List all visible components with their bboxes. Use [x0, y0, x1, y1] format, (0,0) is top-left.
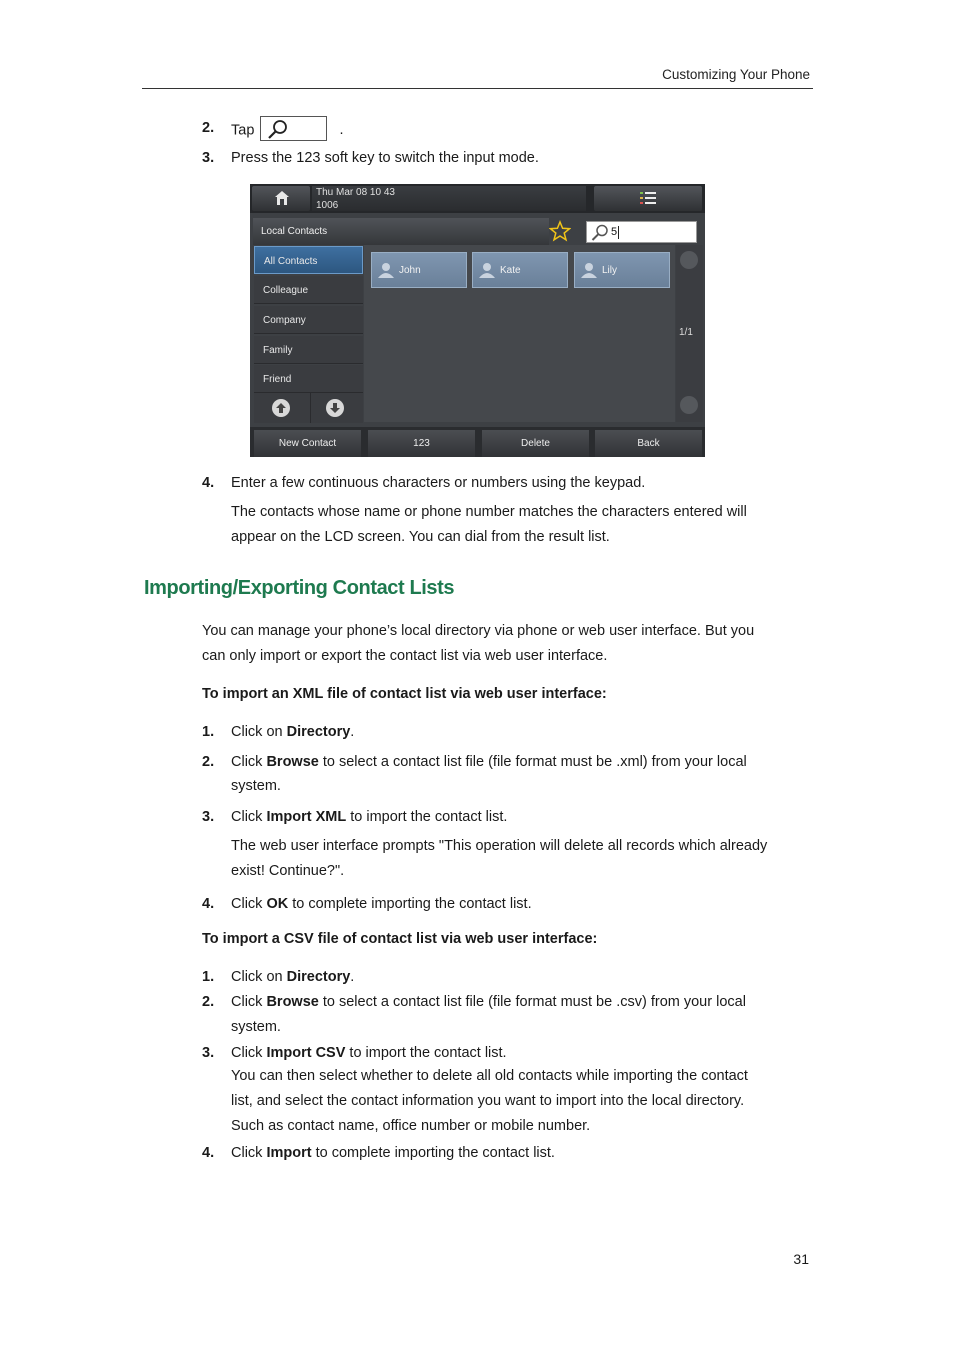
step-text-post: . — [350, 969, 355, 985]
softkey-label: New Contact — [278, 438, 337, 449]
step-note-line: exist! Continue?". — [231, 863, 345, 879]
ui-term: Browse — [266, 994, 319, 1010]
new-contact-softkey[interactable] — [254, 430, 361, 457]
page-down-button[interactable] — [680, 396, 698, 414]
favorites-button[interactable] — [549, 220, 571, 242]
step-text-pre: Tap — [231, 122, 255, 139]
step-number: 2. — [202, 994, 215, 1010]
phone-extension: 1006 — [316, 200, 339, 211]
step-text-pre: Click — [231, 1045, 267, 1061]
step-note-line: The contacts whose name or phone number matches the characters entered will — [231, 504, 747, 520]
ui-term: Import CSV — [266, 1045, 346, 1061]
step-note-line: You can then select whether to delete all old contacts while importing the contact — [231, 1068, 748, 1084]
menu-list-icon — [640, 191, 656, 206]
step-text-post: to import the contact list. — [345, 1045, 507, 1061]
back-softkey[interactable] — [595, 430, 702, 457]
up-arrow-icon — [275, 402, 287, 414]
step-text — [231, 807, 507, 827]
step-number: 1. — [202, 969, 215, 985]
home-icon — [274, 190, 290, 206]
step-note-line: The web user interface prompts "This operation will delete all records which already — [231, 838, 768, 854]
scroll-down-button[interactable] — [326, 399, 344, 417]
procedure-title-csv: To import a CSV file of contact list via web user interface: — [202, 931, 598, 947]
step-number: 4. — [202, 1145, 215, 1161]
contact-name: John — [399, 265, 421, 276]
step-number: 3. — [202, 150, 215, 166]
step-text — [231, 722, 354, 742]
input-mode-softkey[interactable] — [368, 430, 475, 457]
group-title: Local Contacts — [261, 226, 328, 237]
group-label: Colleague — [263, 285, 309, 296]
softkey-label: 123 — [413, 438, 430, 449]
search-input[interactable] — [586, 221, 697, 243]
step-text-post: . — [350, 724, 355, 740]
step-text — [231, 967, 354, 987]
intro-line: can only import or export the contact list via web user interface. — [202, 648, 608, 664]
step-text-pre: Click — [231, 896, 267, 912]
softkey-label: Back — [637, 438, 660, 449]
contact-person-icon — [479, 262, 495, 278]
step-text — [231, 992, 746, 1012]
step-text-pre: Click on — [231, 969, 287, 985]
procedure-title-xml: To import an XML file of contact list via web user interface: — [202, 686, 607, 702]
step-number: 3. — [202, 1045, 215, 1061]
group-scroll-buttons — [254, 393, 363, 423]
delete-softkey[interactable] — [482, 430, 589, 457]
search-field-illustration — [260, 116, 327, 141]
contact-person-icon — [378, 262, 394, 278]
page-indicator: 1/1 — [679, 327, 693, 338]
running-header: Customizing Your Phone — [662, 67, 810, 82]
step-number: 2. — [202, 754, 215, 770]
step-number: 3. — [202, 809, 215, 825]
step-text — [231, 752, 747, 772]
search-icon — [267, 119, 289, 139]
step-text-post: to select a contact list file (file format must be .xml) from your local — [318, 754, 747, 770]
ui-term: Import XML — [266, 809, 347, 825]
phone-date: Thu Mar 08 10 43 — [316, 187, 395, 198]
step-text — [231, 1143, 555, 1163]
step-text-post: to import the contact list. — [346, 809, 508, 825]
step-text-pre: Click — [231, 1145, 267, 1161]
page-scroller — [676, 245, 703, 422]
step-text-post: to complete importing the contact list. — [311, 1145, 555, 1161]
intro-line: You can manage your phone’s local directory via phone or web user interface. But you — [202, 623, 755, 639]
search-icon — [591, 224, 609, 242]
search-value: 5 — [611, 226, 618, 238]
contact-tile-lily[interactable] — [574, 252, 670, 288]
header-rule — [142, 88, 813, 89]
step-text — [231, 1043, 507, 1063]
group-item-family[interactable] — [254, 336, 363, 364]
step-text-pre: Click on — [231, 724, 287, 740]
step-text-pre: Click — [231, 994, 267, 1010]
step-continuation: system. — [231, 1019, 281, 1035]
step-number: 2. — [202, 120, 215, 136]
group-item-all-contacts[interactable] — [254, 246, 363, 274]
step-text — [231, 118, 343, 143]
step-number: 4. — [202, 896, 215, 912]
step-note-line: Such as contact name, office number or mobile number. — [231, 1118, 591, 1134]
step-text: Enter a few continuous characters or numbers using the keypad. — [231, 475, 646, 491]
step-text-pre: Click — [231, 809, 267, 825]
step-number: 4. — [202, 475, 215, 491]
group-label: All Contacts — [264, 256, 318, 267]
group-title-bar — [253, 218, 549, 245]
down-arrow-icon — [329, 402, 341, 414]
step-text-post: to complete importing the contact list. — [288, 896, 532, 912]
step-text-post: . — [339, 122, 344, 139]
ui-term: Import — [266, 1145, 312, 1161]
group-item-colleague[interactable] — [254, 276, 363, 304]
step-continuation: system. — [231, 778, 281, 794]
step-text — [231, 894, 532, 914]
softkey-bar — [250, 427, 705, 457]
group-item-friend[interactable] — [254, 365, 363, 393]
step-note-line: list, and select the contact information you want to import into the local directory. — [231, 1093, 745, 1109]
section-title: Importing/Exporting Contact Lists — [144, 577, 455, 599]
page-up-button[interactable] — [680, 251, 698, 269]
step-number: 1. — [202, 724, 215, 740]
step-text-pre: Click — [231, 754, 267, 770]
menu-button[interactable] — [594, 186, 702, 211]
scroll-up-button[interactable] — [272, 399, 290, 417]
date-bar — [312, 186, 586, 211]
step-note-line: appear on the LCD screen. You can dial from the result list. — [231, 529, 610, 545]
group-label: Friend — [263, 374, 292, 385]
group-label: Family — [263, 345, 293, 356]
contact-grid — [364, 245, 675, 422]
step-text-post: to select a contact list file (file format must be .csv) from your local — [318, 994, 746, 1010]
ui-term: OK — [266, 896, 289, 912]
phone-screen — [250, 184, 705, 457]
contact-tile-john[interactable] — [371, 252, 467, 288]
contact-person-icon — [581, 262, 597, 278]
star-icon — [549, 220, 571, 242]
group-label: Company — [263, 315, 306, 326]
softkey-label: Delete — [521, 438, 550, 449]
group-item-company[interactable] — [254, 306, 363, 334]
divider — [310, 393, 311, 423]
home-button[interactable] — [252, 186, 310, 211]
contact-name: Lily — [602, 265, 618, 276]
ui-term: Browse — [266, 754, 319, 770]
text-caret — [618, 226, 619, 239]
contact-tile-kate[interactable] — [472, 252, 568, 288]
ui-term: Directory — [286, 969, 351, 985]
ui-term: Directory — [286, 724, 351, 740]
page-number: 31 — [793, 1251, 809, 1267]
contact-name: Kate — [500, 265, 521, 276]
step-text: Press the 123 soft key to switch the input mode. — [231, 150, 539, 166]
